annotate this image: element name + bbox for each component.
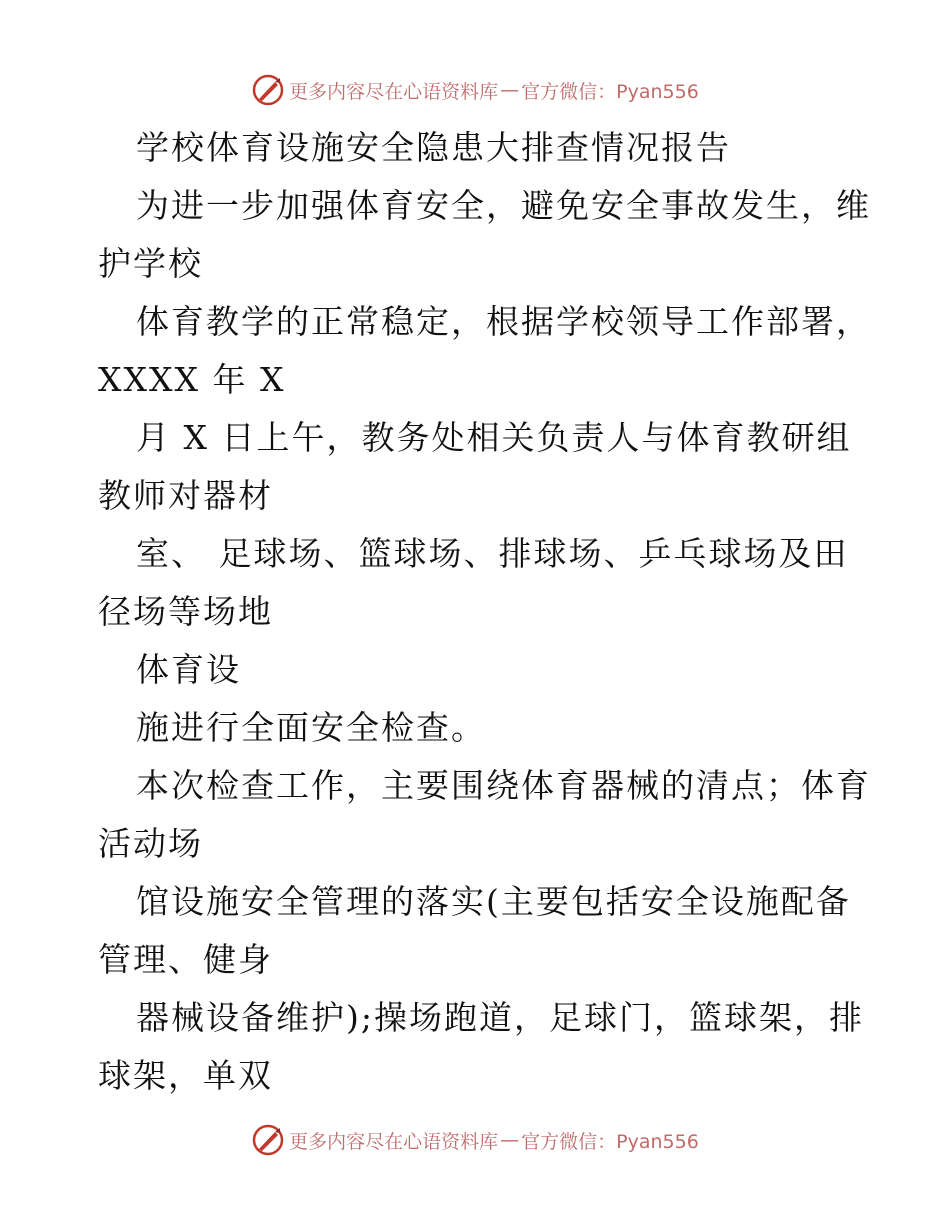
document-title: 学校体育设施安全隐患大排查情况报告 <box>136 128 731 167</box>
watermark-title: 更多内容尽在心语资料库 <box>289 1130 499 1153</box>
text-line: 活动场 <box>98 824 203 863</box>
text-line: 径场等场地 <box>98 592 273 631</box>
text-line: 管理、健身 <box>98 940 273 979</box>
watermark-title: 更多内容尽在心语资料库 <box>289 80 499 103</box>
watermark-contact: 官方微信：Pyan556 <box>521 1130 699 1153</box>
watermark-header <box>0 70 950 110</box>
quill-logo-icon <box>251 73 285 107</box>
text-line: 护学校 <box>98 244 203 283</box>
text-line: 施进行全面安全检查。 <box>136 708 486 747</box>
text-line: 教师对器材 <box>98 476 273 515</box>
watermark-separator: — <box>500 79 520 101</box>
text-line: 器械设备维护);操场跑道，足球门，篮球架，排 <box>136 998 864 1037</box>
watermark-contact: 官方微信：Pyan556 <box>521 80 699 103</box>
text-line: 室、 足球场、篮球场、排球场、乒乓球场及田 <box>136 534 849 573</box>
text-line: 月 X 日上午，教务处相关负责人与体育教研组 <box>136 418 852 457</box>
text-line: 体育设 <box>136 650 241 689</box>
quill-logo-icon <box>251 1123 285 1157</box>
text-line: 本次检查工作，主要围绕体育器械的清点；体育 <box>136 766 871 805</box>
text-line: XXXX 年 X <box>98 360 286 399</box>
text-line: 体育教学的正常稳定，根据学校领导工作部署， <box>136 302 871 341</box>
text-line: 球架，单双 <box>98 1056 273 1095</box>
text-line: 为进一步加强体育安全，避免安全事故发生，维 <box>136 186 871 225</box>
document-body <box>0 124 950 1110</box>
text-line: 馆设施安全管理的落实(主要包括安全设施配备 <box>136 882 851 921</box>
watermark-separator: — <box>500 1129 520 1151</box>
watermark-footer <box>0 1120 950 1160</box>
